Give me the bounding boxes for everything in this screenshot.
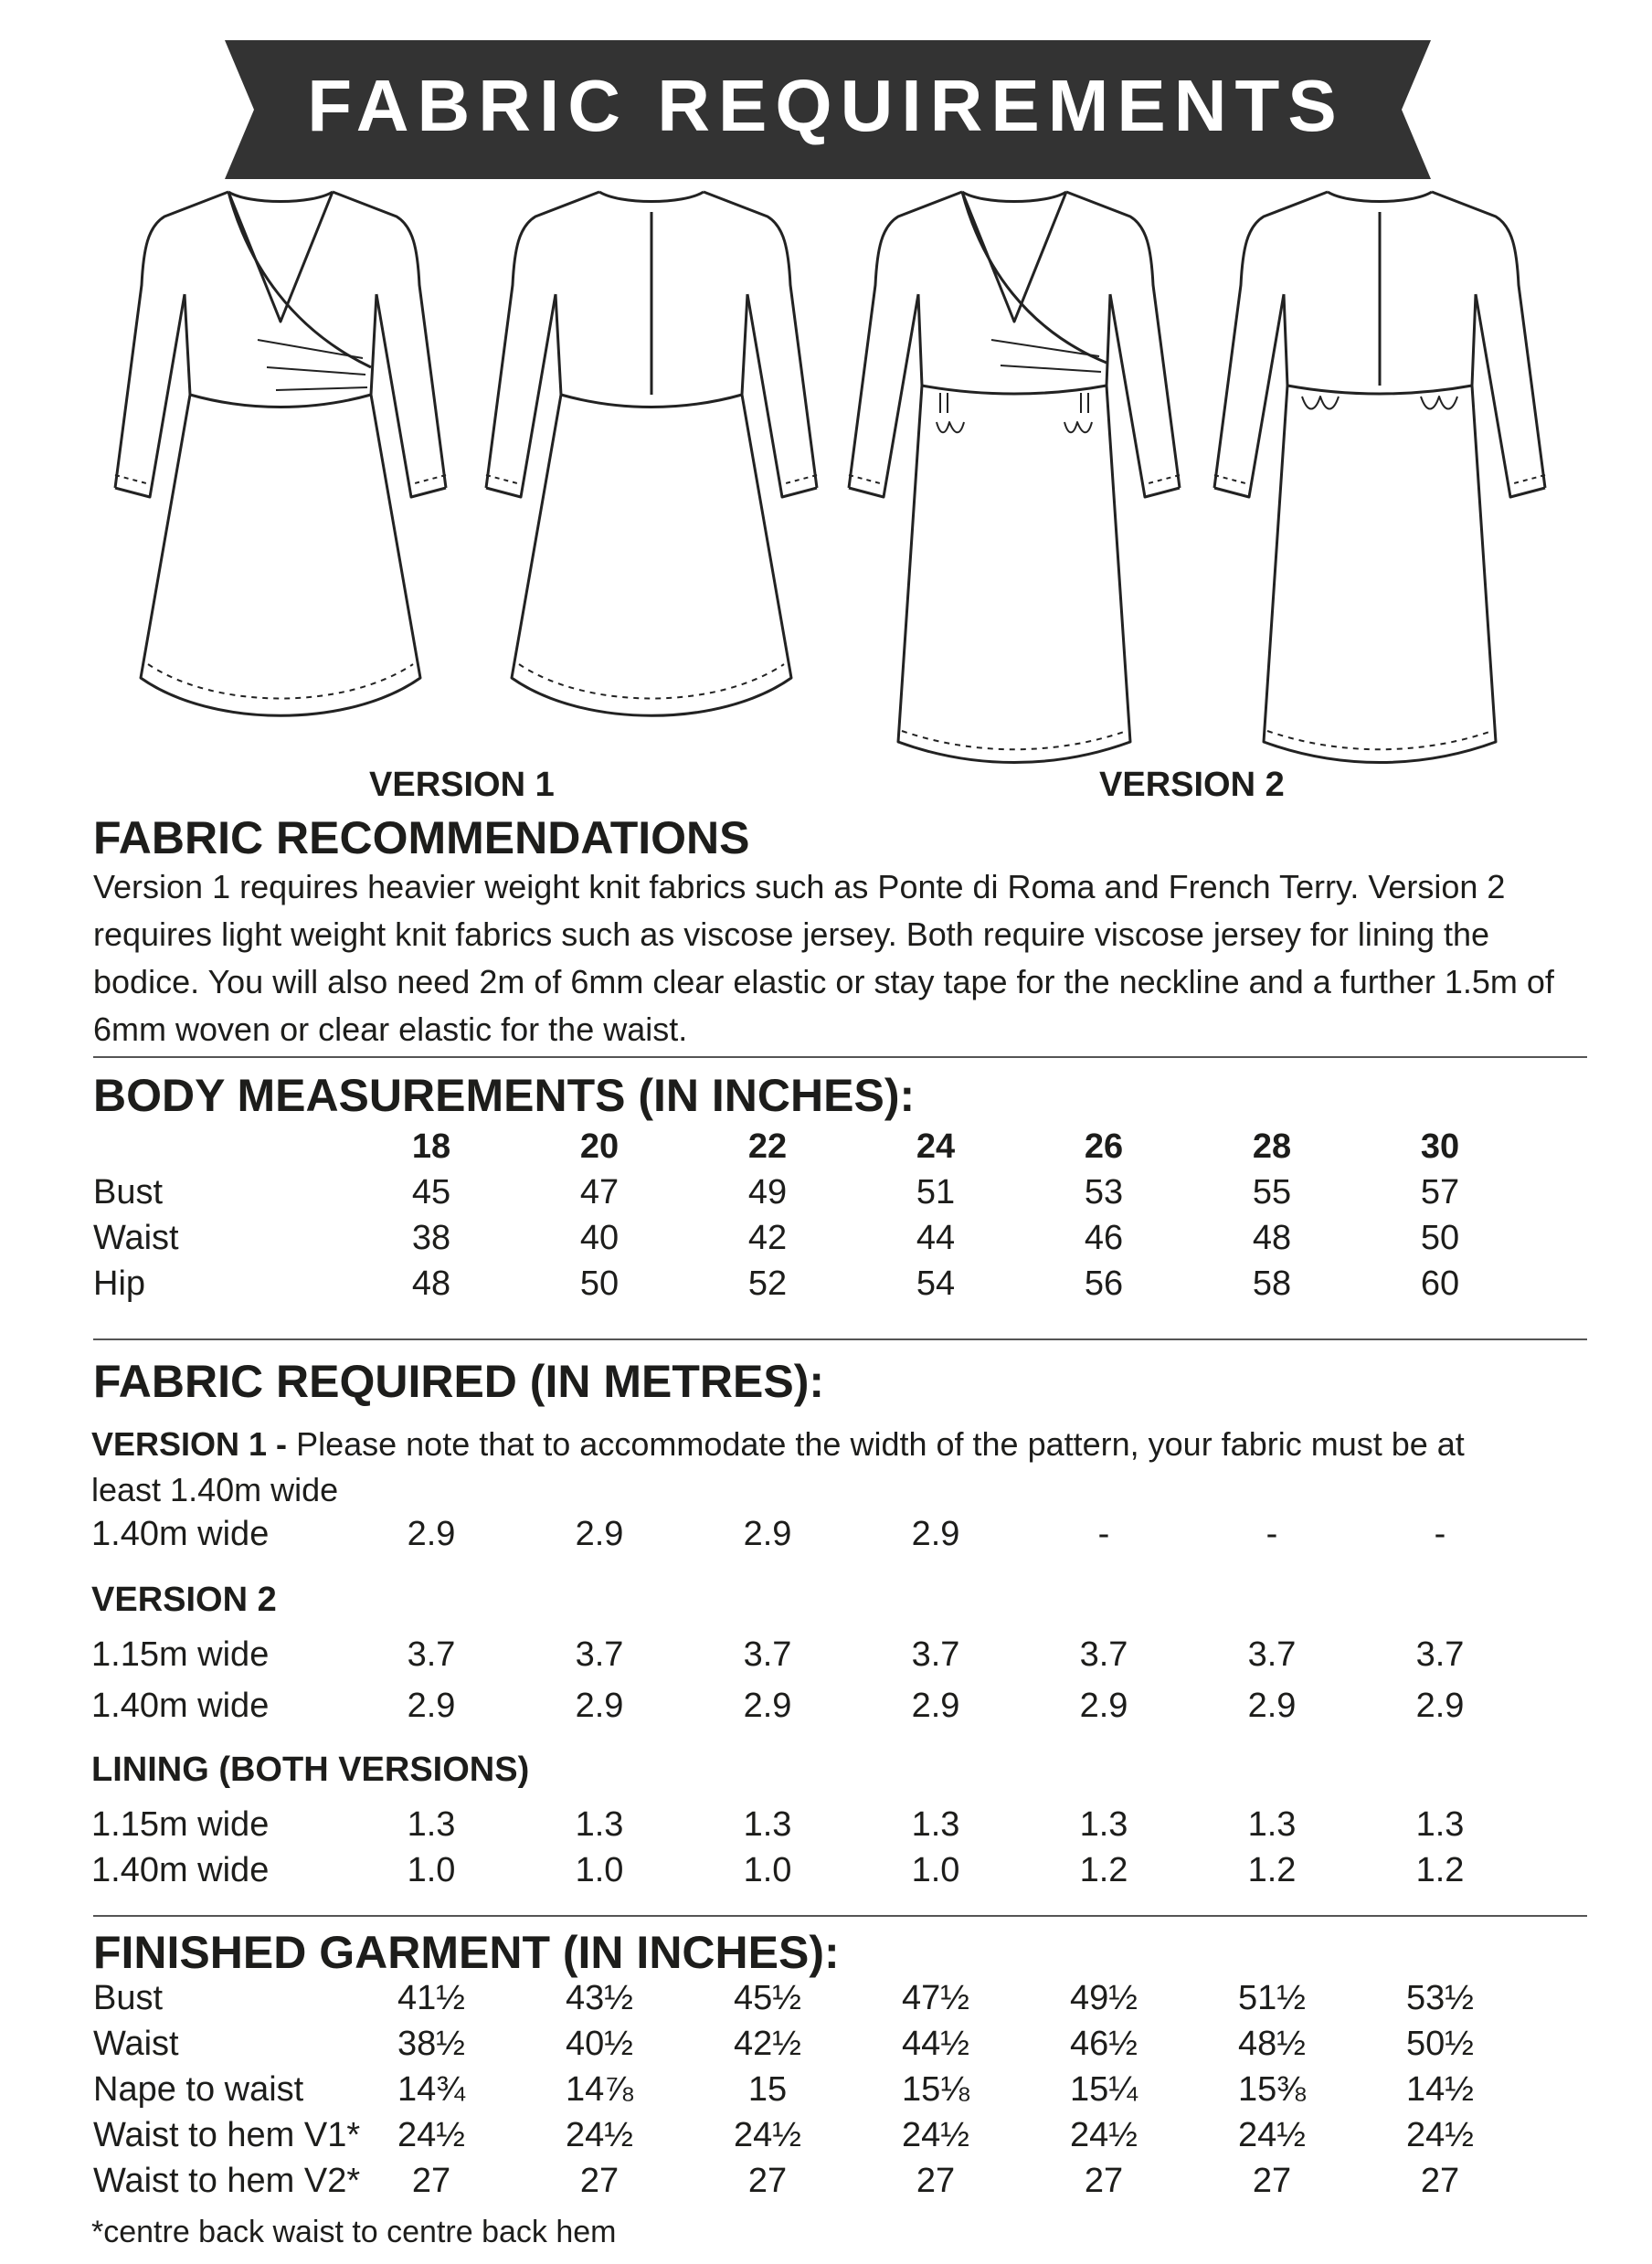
dress-v2-back-illustration [1211,185,1549,778]
row-label: 1.15m wide [91,1805,270,1844]
size-header: 24 [916,1127,956,1166]
table-row [0,1635,1652,1681]
table-cell: 14½ [1406,2070,1474,2109]
table-row [0,1687,1652,1732]
size-header: 28 [1252,1127,1292,1166]
table-cell: 24½ [1406,2116,1474,2154]
table-cell: 27 [411,2162,451,2200]
row-label: Bust [93,1173,164,1211]
table-cell: - [1097,1515,1110,1553]
table-cell: 2.9 [575,1687,624,1725]
table-cell: 3.7 [575,1635,624,1674]
table-cell: 24½ [566,2116,633,2154]
table-row [0,1173,1652,1219]
section-divider [93,1056,1587,1058]
row-label: Waist to hem V2* [93,2162,361,2200]
table-cell: 3.7 [1247,1635,1297,1674]
table-cell: 53 [1084,1173,1124,1211]
table-cell: 1.3 [1247,1805,1297,1844]
recommendation-line: 6mm woven or clear elastic for the waist. [93,1010,688,1048]
row-label: 1.40m wide [91,1515,270,1553]
table-row [0,1851,1652,1897]
table-cell: 42½ [734,2025,801,2063]
row-label: Bust [93,1979,164,2017]
table-cell: 3.7 [1079,1635,1128,1674]
table-cell: 24½ [1238,2116,1306,2154]
table-cell: 24½ [1070,2116,1138,2154]
fabric-required-heading: FABRIC REQUIRED (IN METRES): [93,1356,824,1407]
row-label: Waist [93,1219,179,1257]
footnote: *centre back waist to centre back hem [91,2215,617,2249]
table-cell: 1.3 [1079,1805,1128,1844]
table-cell: 27 [1252,2162,1292,2200]
table-cell: 48½ [1238,2025,1306,2063]
finished-garment-heading: FINISHED GARMENT (IN INCHES): [93,1927,840,1978]
table-cell: 3.7 [407,1635,456,1674]
table-cell: 2.9 [407,1515,456,1553]
table-cell: 2.9 [575,1515,624,1553]
table-cell: 1.2 [1415,1851,1465,1889]
lining-subheading: LINING (BOTH VERSIONS) [91,1751,530,1789]
table-row [0,1219,1652,1264]
row-label: Waist to hem V1* [93,2116,361,2154]
table-cell: 1.3 [575,1805,624,1844]
recommendation-line: Version 1 requires heavier weight knit fabrics such as Ponte di Roma and French Terry. Version 2 [93,868,1506,905]
table-cell: 3.7 [743,1635,792,1674]
body-measurements-heading: BODY MEASUREMENTS (IN INCHES): [93,1070,916,1121]
table-cell: 40 [579,1219,620,1257]
table-cell: 47 [579,1173,620,1211]
table-cell: 1.3 [407,1805,456,1844]
table-cell: 2.9 [743,1687,792,1725]
table-cell: 15⅛ [902,2070,969,2109]
table-cell: 14⅞ [566,2070,633,2109]
table-cell: 38½ [397,2025,465,2063]
table-cell: 1.2 [1079,1851,1128,1889]
table-cell: 24½ [902,2116,969,2154]
table-cell: 42 [747,1219,788,1257]
dress-v1-front-illustration [111,185,450,742]
row-label: Hip [93,1264,146,1303]
table-row [0,1264,1652,1310]
table-cell: 2.9 [1415,1687,1465,1725]
version-1-note-line: Please note that to accommodate the width of the pattern, your fabric must be at [296,1425,1465,1463]
table-cell: 49 [747,1173,788,1211]
table-cell: 24½ [734,2116,801,2154]
table-cell: 1.3 [743,1805,792,1844]
table-cell: 41½ [397,1979,465,2017]
table-cell: 40½ [566,2025,633,2063]
size-header: 18 [411,1127,451,1166]
table-cell: 15 [747,2070,788,2109]
table-cell: 45½ [734,1979,801,2017]
version-2-label: VERSION 2 [1099,766,1285,804]
row-label: Waist [93,2025,179,2063]
row-label: Nape to waist [93,2070,304,2109]
section-divider [93,1338,1587,1340]
fabric-recommendations-text [93,863,1592,1053]
table-cell: 2.9 [911,1687,960,1725]
section-divider [93,1915,1587,1917]
table-row [0,2025,1652,2070]
table-cell: 3.7 [911,1635,960,1674]
table-cell: 2.9 [407,1687,456,1725]
table-cell: 1.0 [743,1851,792,1889]
table-cell: 50½ [1406,2025,1474,2063]
size-header: 26 [1084,1127,1124,1166]
dress-v1-back-illustration [482,185,821,742]
table-cell: 44½ [902,2025,969,2063]
table-cell: 49½ [1070,1979,1138,2017]
table-cell: 56 [1084,1264,1124,1303]
table-cell: 48 [1252,1219,1292,1257]
table-row [0,2116,1652,2162]
table-row [0,1515,1652,1560]
row-label: 1.40m wide [91,1687,270,1725]
table-row [0,2070,1652,2116]
table-cell: 60 [1420,1264,1460,1303]
version-2-subheading: VERSION 2 [91,1581,277,1619]
table-row [0,1805,1652,1851]
page-title: FABRIC REQUIREMENTS [307,65,1345,146]
table-cell: 52 [747,1264,788,1303]
table-cell: 2.9 [1247,1687,1297,1725]
table-cell: 2.9 [1079,1687,1128,1725]
table-cell: - [1434,1515,1446,1553]
table-cell: 50 [579,1264,620,1303]
table-cell: 1.3 [911,1805,960,1844]
table-cell: 1.3 [1415,1805,1465,1844]
table-cell: 14¾ [397,2070,465,2109]
table-cell: 2.9 [911,1515,960,1553]
table-cell: 43½ [566,1979,633,2017]
fabric-recommendations-heading: FABRIC RECOMMENDATIONS [93,812,750,863]
table-cell: 46 [1084,1219,1124,1257]
table-cell: 50 [1420,1219,1460,1257]
recommendation-line: bodice. You will also need 2m of 6mm clear elastic or stay tape for the neckline and a further 1.5m of [93,963,1554,1000]
table-cell: 46½ [1070,2025,1138,2063]
version-1-label: VERSION 1 [369,766,555,804]
version-1-note [91,1422,1599,1513]
table-cell: 15⅜ [1238,2070,1306,2109]
table-cell: - [1265,1515,1278,1553]
recommendation-line: requires light weight knit fabrics such as viscose jersey. Both require viscose jersey for lining the [93,915,1490,953]
table-row [0,2162,1652,2207]
table-cell: 24½ [397,2116,465,2154]
table-cell: 3.7 [1415,1635,1465,1674]
table-cell: 1.0 [911,1851,960,1889]
table-cell: 27 [1420,2162,1460,2200]
row-label: 1.15m wide [91,1635,270,1674]
table-cell: 44 [916,1219,956,1257]
table-cell: 15¼ [1070,2070,1138,2109]
table-cell: 51½ [1238,1979,1306,2017]
size-header: 30 [1420,1127,1460,1166]
table-cell: 58 [1252,1264,1292,1303]
table-cell: 48 [411,1264,451,1303]
table-cell: 53½ [1406,1979,1474,2017]
size-header: 22 [747,1127,788,1166]
table-cell: 54 [916,1264,956,1303]
table-cell: 1.2 [1247,1851,1297,1889]
row-label: 1.40m wide [91,1851,270,1889]
table-cell: 2.9 [743,1515,792,1553]
table-cell: 38 [411,1219,451,1257]
table-cell: 47½ [902,1979,969,2017]
table-cell: 1.0 [407,1851,456,1889]
table-cell: 55 [1252,1173,1292,1211]
table-cell: 1.0 [575,1851,624,1889]
size-header-row [0,1127,1652,1173]
table-row [0,1979,1652,2025]
table-cell: 57 [1420,1173,1460,1211]
table-cell: 27 [747,2162,788,2200]
dress-v2-front-illustration [845,185,1183,778]
table-cell: 27 [579,2162,620,2200]
size-header: 20 [579,1127,620,1166]
version-1-note-line: least 1.40m wide [91,1471,339,1508]
version-1-title: VERSION 1 - [91,1425,288,1463]
table-cell: 27 [916,2162,956,2200]
table-cell: 27 [1084,2162,1124,2200]
table-cell: 51 [916,1173,956,1211]
table-cell: 45 [411,1173,451,1211]
